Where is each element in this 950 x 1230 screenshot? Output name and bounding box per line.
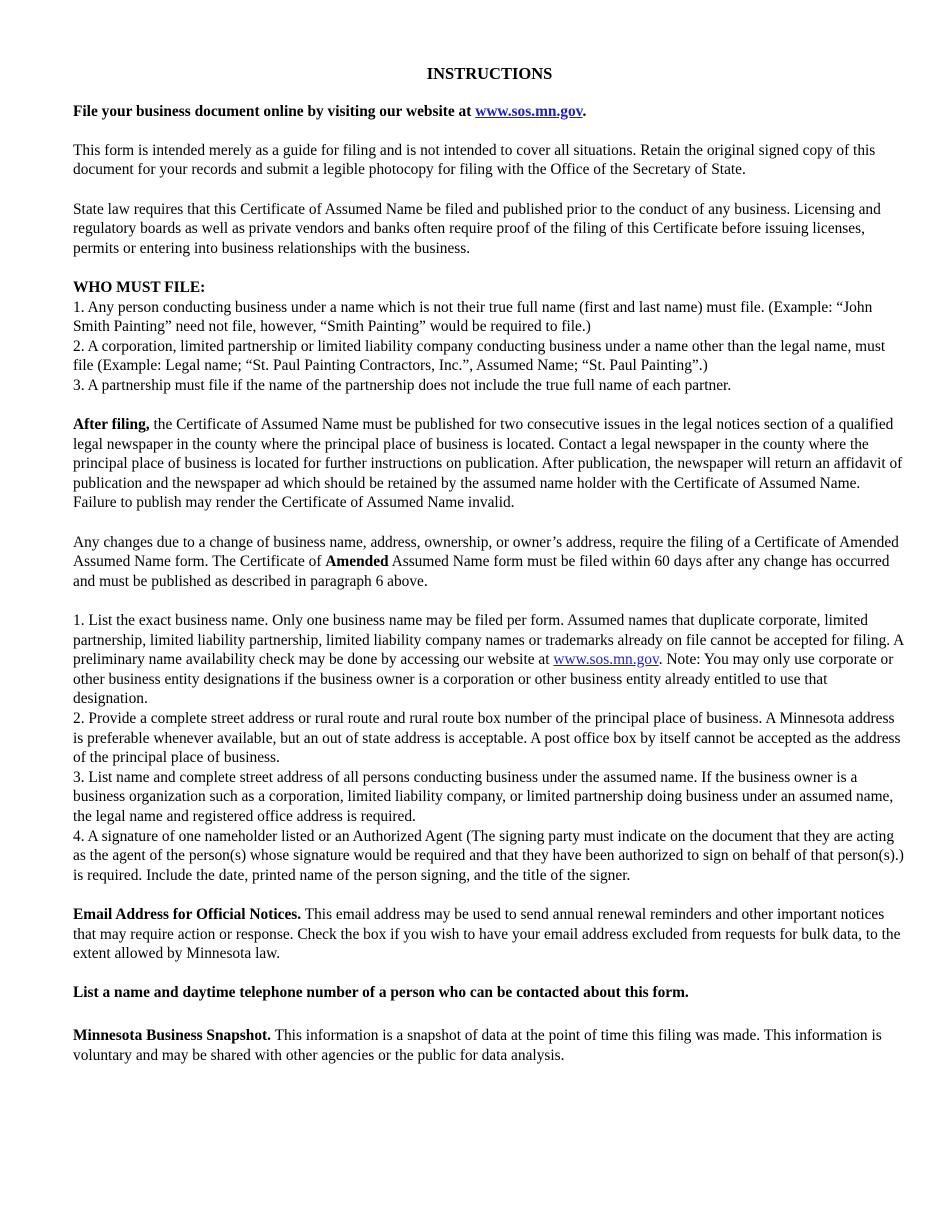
after-filing-text: the Certificate of Assumed Name must be published for two consecutive issues in the legal notices section of a qualified legal newspaper in the county where the principal place of business is located. Contact a legal newspaper in the county where the principal place of business is located for further instructions on publication. After publication, the newspaper will return an affidavit of publication and the newspaper ad which should be retained by the assumed name holder with the Certificate of Assumed Name. Failure to publish may render the Certificate of Assumed Name invalid. <box>73 416 903 512</box>
step-1-sos-link[interactable]: www.sos.mn.gov <box>553 651 659 669</box>
who-must-file-item-3: 3. A partnership must file if the name of the partnership does not include the true full name of each partner. <box>73 376 732 394</box>
after-filing-paragraph <box>73 415 906 513</box>
contact-paragraph: List a name and daytime telephone number of a person who can be contacted about this form. <box>73 984 689 1002</box>
email-paragraph <box>73 905 906 964</box>
changes-amended-bold: Amended <box>325 553 389 571</box>
step-1-note: . Note: You may only use corporate or other business entity designations if the business owner is a corporation or other business entity already entitled to use that designation. <box>73 651 894 708</box>
who-must-file-item-1: 1. Any person conducting business under a name which is not their true full name (first and last name) must file. (Example: “John Smith Painting” need not file, however, “Smith Painting” would be required to file.) <box>73 298 873 336</box>
snapshot-text: This information is a snapshot of data at the point of time this filing was made. This information is voluntary and may be shared with other agencies or the public for data analysis. <box>73 1026 882 1064</box>
email-text: This email address may be used to send annual renewal reminders and other important notices that may require action or response. Check the box if you wish to have your email address excluded from requests for bulk data, to the extent allowed by Minnesota law. <box>73 905 901 963</box>
state-law-paragraph: State law requires that this Certificate of Assumed Name be filed and published prior to the conduct of any business. Licensing and regulatory boards as well as private vendors and banks often require proof of the filing of this Certificate before issuing licenses, permits or entering into business relationships with the business. <box>73 200 881 257</box>
sos-website-link[interactable]: www.sos.mn.gov <box>475 102 583 120</box>
who-must-file-heading: WHO MUST FILE: <box>73 278 206 296</box>
snapshot-paragraph <box>73 1026 906 1065</box>
steps-section <box>73 611 906 885</box>
email-lead: Email Address for Official Notices. <box>73 905 302 923</box>
guide-paragraph: This form is intended merely as a guide for filing and is not intended to cover all situations. Retain the original signed copy of this document for your records and submit a legible photocopy for filing with the Office of the Secretary of State. <box>73 141 876 179</box>
step-3: 3. List name and complete street address of all persons conducting business under the assumed name. If the business owner is a business organization such as a corporation, limited liability company, or limited partnership doing business under an assumed name, the legal name and registered office address is required. <box>73 768 894 825</box>
online-filing-text: File your business document online by visiting our website at <box>73 102 476 120</box>
after-filing-lead: After filing, <box>73 416 150 434</box>
changes-text-1: Any changes due to a change of business name, address, ownership, or owner’s address, require the filing of a Certificate of Amended Assumed Name form. The Certificate of <box>73 533 899 571</box>
page-title: INSTRUCTIONS <box>426 64 553 83</box>
who-must-file-section <box>73 278 906 396</box>
step-4: 4. A signature of one nameholder listed or an Authorized Agent (The signing party must indicate on the document that they are acting as the agent of the person(s) whose signature would be required and that they have been authorized to sign on behalf of that person(s).) is required. Include the date, printed name of the person signing, and the title of the signer. <box>73 827 904 884</box>
snapshot-lead: Minnesota Business Snapshot. <box>73 1026 272 1044</box>
step-2: 2. Provide a complete street address or rural route and rural route box number of the principal place of business. A Minnesota address is preferable whenever available, but an out of state address is acceptable. A post office box by itself cannot be accepted as the address of the principal place of business. <box>73 710 901 767</box>
step-1-text: 1. List the exact business name. Only one business name may be filed per form. Assumed names that duplicate corporate, limited partnership, limited liability partnership, limited liability company names or trademarks already on file cannot be accepted for filing. A preliminary name availability check may be done by accessing our website at <box>73 612 904 669</box>
online-filing-note <box>73 102 906 122</box>
changes-text-2: Assumed Name form must be filed within 60 days after any change has occurred and must be published as described in paragraph 6 above. <box>73 553 890 590</box>
online-filing-end: . <box>582 102 587 120</box>
changes-paragraph <box>73 533 906 592</box>
step-1 <box>73 611 906 709</box>
who-must-file-item-2: 2. A corporation, limited partnership or limited liability company conducting business under a name other than the legal name, must file (Example: Legal name; “St. Paul Painting Contractors, Inc.”, Assumed Name; “St. Paul Painting”.) <box>73 337 886 375</box>
